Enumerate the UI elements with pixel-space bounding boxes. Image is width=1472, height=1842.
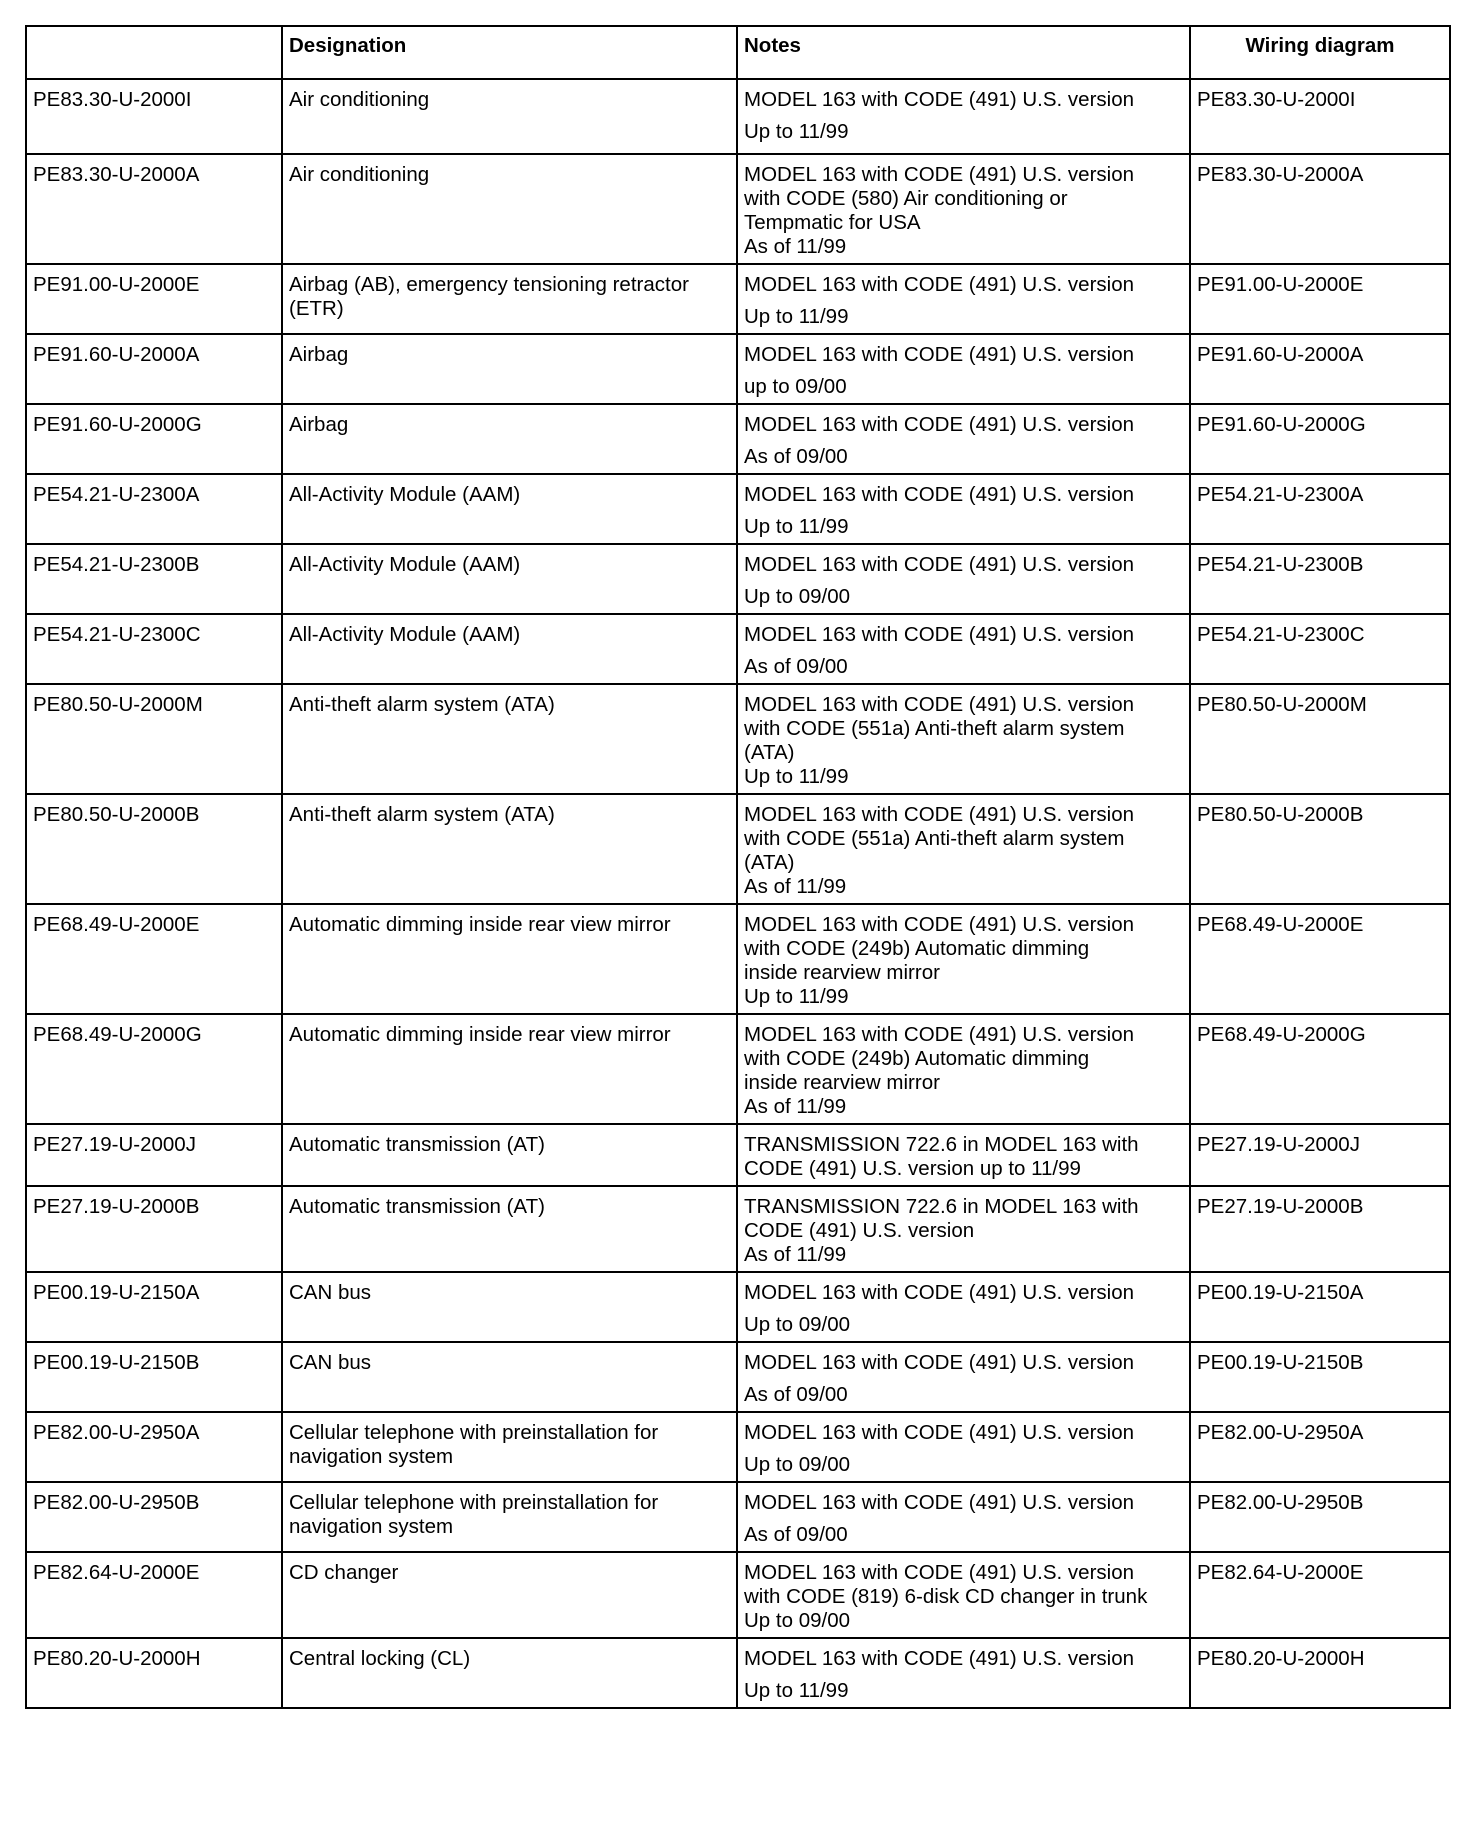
notes-validity: up to 09/00	[744, 375, 847, 398]
row-id-cell: PE91.60-U-2000A	[26, 334, 282, 404]
notes-validity: Up to 11/99	[744, 765, 849, 788]
notes-validity: Up to 11/99	[744, 120, 849, 143]
notes-line: MODEL 163 with CODE (491) U.S. version	[744, 553, 1135, 576]
designation-cell: Central locking (CL)	[282, 1638, 737, 1708]
wiring-diagram-cell: PE00.19-U-2150B	[1190, 1342, 1450, 1412]
notes-validity: Up to 11/99	[744, 985, 849, 1008]
table-row	[26, 1412, 1450, 1482]
notes-validity: As of 09/00	[744, 655, 848, 678]
notes-validity: As of 09/00	[744, 1383, 848, 1406]
notes-validity: As of 09/00	[744, 445, 848, 468]
wiring-diagram-cell: PE91.00-U-2000E	[1190, 264, 1450, 334]
row-id-cell: PE00.19-U-2150B	[26, 1342, 282, 1412]
row-id-cell: PE68.49-U-2000G	[26, 1014, 282, 1124]
designation-cell: All-Activity Module (AAM)	[282, 614, 737, 684]
wiring-diagram-cell: PE54.21-U-2300B	[1190, 544, 1450, 614]
table-row	[26, 544, 1450, 614]
notes-cell	[737, 1124, 1190, 1186]
wiring-diagram-cell: PE82.64-U-2000E	[1190, 1552, 1450, 1638]
designation-cell: Cellular telephone with preinstallation for navigation system	[282, 1482, 737, 1552]
designation-cell: Automatic dimming inside rear view mirror	[282, 904, 737, 1014]
designation-cell: Cellular telephone with preinstallation for navigation system	[282, 1412, 737, 1482]
table-row	[26, 334, 1450, 404]
notes-line: MODEL 163 with CODE (491) U.S. version	[744, 803, 1135, 826]
notes-line: CODE (491) U.S. version	[744, 1219, 975, 1242]
notes-line: inside rearview mirror	[744, 1071, 940, 1094]
designation-cell: CAN bus	[282, 1342, 737, 1412]
row-id-cell: PE80.50-U-2000M	[26, 684, 282, 794]
notes-line: MODEL 163 with CODE (491) U.S. version	[744, 693, 1135, 716]
notes-line: MODEL 163 with CODE (491) U.S. version	[744, 1491, 1135, 1514]
notes-cell	[737, 1186, 1190, 1272]
notes-validity: Up to 09/00	[744, 585, 850, 608]
notes-cell	[737, 614, 1190, 684]
wiring-diagram-cell: PE83.30-U-2000A	[1190, 154, 1450, 264]
table-row	[26, 1552, 1450, 1638]
designation-cell: All-Activity Module (AAM)	[282, 474, 737, 544]
table-row	[26, 264, 1450, 334]
notes-validity: As of 11/99	[744, 1243, 847, 1266]
notes-line: (ATA)	[744, 851, 795, 874]
notes-cell	[737, 154, 1190, 264]
notes-line: MODEL 163 with CODE (491) U.S. version	[744, 913, 1135, 936]
table-row	[26, 474, 1450, 544]
notes-cell	[737, 1412, 1190, 1482]
document-page	[25, 25, 1451, 1709]
notes-validity: As of 09/00	[744, 1523, 848, 1546]
notes-line: with CODE (819) 6-disk CD changer in trunk	[744, 1585, 1148, 1608]
row-id-cell: PE83.30-U-2000I	[26, 79, 282, 154]
row-id-cell: PE00.19-U-2150A	[26, 1272, 282, 1342]
notes-line: with CODE (580) Air conditioning or	[744, 187, 1068, 210]
designation-cell: All-Activity Module (AAM)	[282, 544, 737, 614]
row-id-cell: PE82.00-U-2950A	[26, 1412, 282, 1482]
designation-cell: Automatic transmission (AT)	[282, 1124, 737, 1186]
notes-validity: Up to 11/99	[744, 515, 849, 538]
notes-line: MODEL 163 with CODE (491) U.S. version	[744, 343, 1135, 366]
notes-cell	[737, 794, 1190, 904]
notes-line: MODEL 163 with CODE (491) U.S. version	[744, 163, 1135, 186]
table-row	[26, 404, 1450, 474]
wiring-diagram-cell: PE91.60-U-2000G	[1190, 404, 1450, 474]
table-row	[26, 684, 1450, 794]
notes-line: MODEL 163 with CODE (491) U.S. version	[744, 483, 1135, 506]
table-row	[26, 794, 1450, 904]
row-id-cell: PE91.60-U-2000G	[26, 404, 282, 474]
row-id-cell: PE83.30-U-2000A	[26, 154, 282, 264]
notes-validity: Up to 11/99	[744, 1679, 849, 1702]
row-id-cell: PE91.00-U-2000E	[26, 264, 282, 334]
table-row	[26, 1186, 1450, 1272]
notes-line: MODEL 163 with CODE (491) U.S. version	[744, 1281, 1135, 1304]
notes-line: CODE (491) U.S. version up to 11/99	[744, 1157, 1081, 1180]
wiring-diagram-cell: PE82.00-U-2950A	[1190, 1412, 1450, 1482]
designation-cell: Anti-theft alarm system (ATA)	[282, 684, 737, 794]
notes-cell	[737, 1014, 1190, 1124]
row-id-cell: PE54.21-U-2300B	[26, 544, 282, 614]
notes-line: MODEL 163 with CODE (491) U.S. version	[744, 273, 1135, 296]
notes-cell	[737, 904, 1190, 1014]
designation-cell: Anti-theft alarm system (ATA)	[282, 794, 737, 904]
column-header-notes: Notes	[737, 26, 1190, 79]
designation-cell: Airbag	[282, 334, 737, 404]
notes-line: with CODE (551a) Anti-theft alarm system	[744, 827, 1125, 850]
wiring-diagram-cell: PE68.49-U-2000E	[1190, 904, 1450, 1014]
notes-cell	[737, 1638, 1190, 1708]
notes-line: with CODE (249b) Automatic dimming	[744, 1047, 1090, 1070]
notes-cell	[737, 1482, 1190, 1552]
table-row	[26, 154, 1450, 264]
notes-line: MODEL 163 with CODE (491) U.S. version	[744, 1023, 1135, 1046]
notes-line: Tempmatic for USA	[744, 211, 921, 234]
row-id-cell: PE54.21-U-2300A	[26, 474, 282, 544]
column-header-id	[26, 26, 282, 79]
column-header-wiring-diagram: Wiring diagram	[1190, 26, 1450, 79]
notes-line: (ATA)	[744, 741, 795, 764]
notes-line: with CODE (249b) Automatic dimming	[744, 937, 1090, 960]
designation-cell: CAN bus	[282, 1272, 737, 1342]
notes-line: MODEL 163 with CODE (491) U.S. version	[744, 88, 1135, 111]
notes-line: MODEL 163 with CODE (491) U.S. version	[744, 413, 1135, 436]
notes-validity: Up to 09/00	[744, 1609, 850, 1632]
notes-validity: Up to 09/00	[744, 1453, 850, 1476]
designation-cell: Airbag (AB), emergency tensioning retractor (ETR)	[282, 264, 737, 334]
notes-cell	[737, 404, 1190, 474]
notes-cell	[737, 544, 1190, 614]
notes-line: MODEL 163 with CODE (491) U.S. version	[744, 1561, 1135, 1584]
notes-line: TRANSMISSION 722.6 in MODEL 163 with	[744, 1195, 1139, 1218]
notes-validity: Up to 09/00	[744, 1313, 850, 1336]
row-id-cell: PE80.20-U-2000H	[26, 1638, 282, 1708]
row-id-cell: PE54.21-U-2300C	[26, 614, 282, 684]
notes-line: TRANSMISSION 722.6 in MODEL 163 with	[744, 1133, 1139, 1156]
table-header-row	[26, 26, 1450, 79]
notes-validity: As of 11/99	[744, 875, 847, 898]
notes-line: MODEL 163 with CODE (491) U.S. version	[744, 1421, 1135, 1444]
table-row	[26, 1342, 1450, 1412]
notes-validity: As of 11/99	[744, 235, 847, 258]
notes-line: MODEL 163 with CODE (491) U.S. version	[744, 1351, 1135, 1374]
notes-cell	[737, 474, 1190, 544]
notes-validity: Up to 11/99	[744, 305, 849, 328]
wiring-diagram-cell: PE68.49-U-2000G	[1190, 1014, 1450, 1124]
designation-cell: CD changer	[282, 1552, 737, 1638]
wiring-diagram-cell: PE00.19-U-2150A	[1190, 1272, 1450, 1342]
notes-cell	[737, 1342, 1190, 1412]
row-id-cell: PE80.50-U-2000B	[26, 794, 282, 904]
designation-cell: Air conditioning	[282, 79, 737, 154]
row-id-cell: PE82.64-U-2000E	[26, 1552, 282, 1638]
notes-cell	[737, 1552, 1190, 1638]
table-row	[26, 614, 1450, 684]
column-header-designation: Designation	[282, 26, 737, 79]
wiring-diagram-cell: PE82.00-U-2950B	[1190, 1482, 1450, 1552]
notes-line: MODEL 163 with CODE (491) U.S. version	[744, 623, 1135, 646]
wiring-diagram-cell: PE27.19-U-2000J	[1190, 1124, 1450, 1186]
row-id-cell: PE82.00-U-2950B	[26, 1482, 282, 1552]
notes-cell	[737, 334, 1190, 404]
notes-cell	[737, 1272, 1190, 1342]
table-row	[26, 904, 1450, 1014]
wiring-diagram-cell: PE83.30-U-2000I	[1190, 79, 1450, 154]
designation-cell: Air conditioning	[282, 154, 737, 264]
table-row	[26, 1014, 1450, 1124]
row-id-cell: PE68.49-U-2000E	[26, 904, 282, 1014]
notes-cell	[737, 684, 1190, 794]
notes-line: with CODE (551a) Anti-theft alarm system	[744, 717, 1125, 740]
table-row	[26, 1482, 1450, 1552]
table-row	[26, 1124, 1450, 1186]
row-id-cell: PE27.19-U-2000B	[26, 1186, 282, 1272]
notes-line: inside rearview mirror	[744, 961, 940, 984]
notes-line: MODEL 163 with CODE (491) U.S. version	[744, 1647, 1135, 1670]
wiring-diagram-cell: PE80.20-U-2000H	[1190, 1638, 1450, 1708]
notes-validity: As of 11/99	[744, 1095, 847, 1118]
wiring-diagram-cell: PE54.21-U-2300C	[1190, 614, 1450, 684]
wiring-diagram-cell: PE80.50-U-2000B	[1190, 794, 1450, 904]
wiring-diagram-table	[25, 25, 1451, 1709]
designation-cell: Automatic dimming inside rear view mirror	[282, 1014, 737, 1124]
table-row	[26, 1272, 1450, 1342]
table-body	[26, 79, 1450, 1708]
wiring-diagram-cell: PE80.50-U-2000M	[1190, 684, 1450, 794]
row-id-cell: PE27.19-U-2000J	[26, 1124, 282, 1186]
designation-cell: Automatic transmission (AT)	[282, 1186, 737, 1272]
table-row	[26, 79, 1450, 154]
wiring-diagram-cell: PE27.19-U-2000B	[1190, 1186, 1450, 1272]
table-row	[26, 1638, 1450, 1708]
designation-cell: Airbag	[282, 404, 737, 474]
notes-cell	[737, 264, 1190, 334]
wiring-diagram-cell: PE91.60-U-2000A	[1190, 334, 1450, 404]
notes-cell	[737, 79, 1190, 154]
wiring-diagram-cell: PE54.21-U-2300A	[1190, 474, 1450, 544]
